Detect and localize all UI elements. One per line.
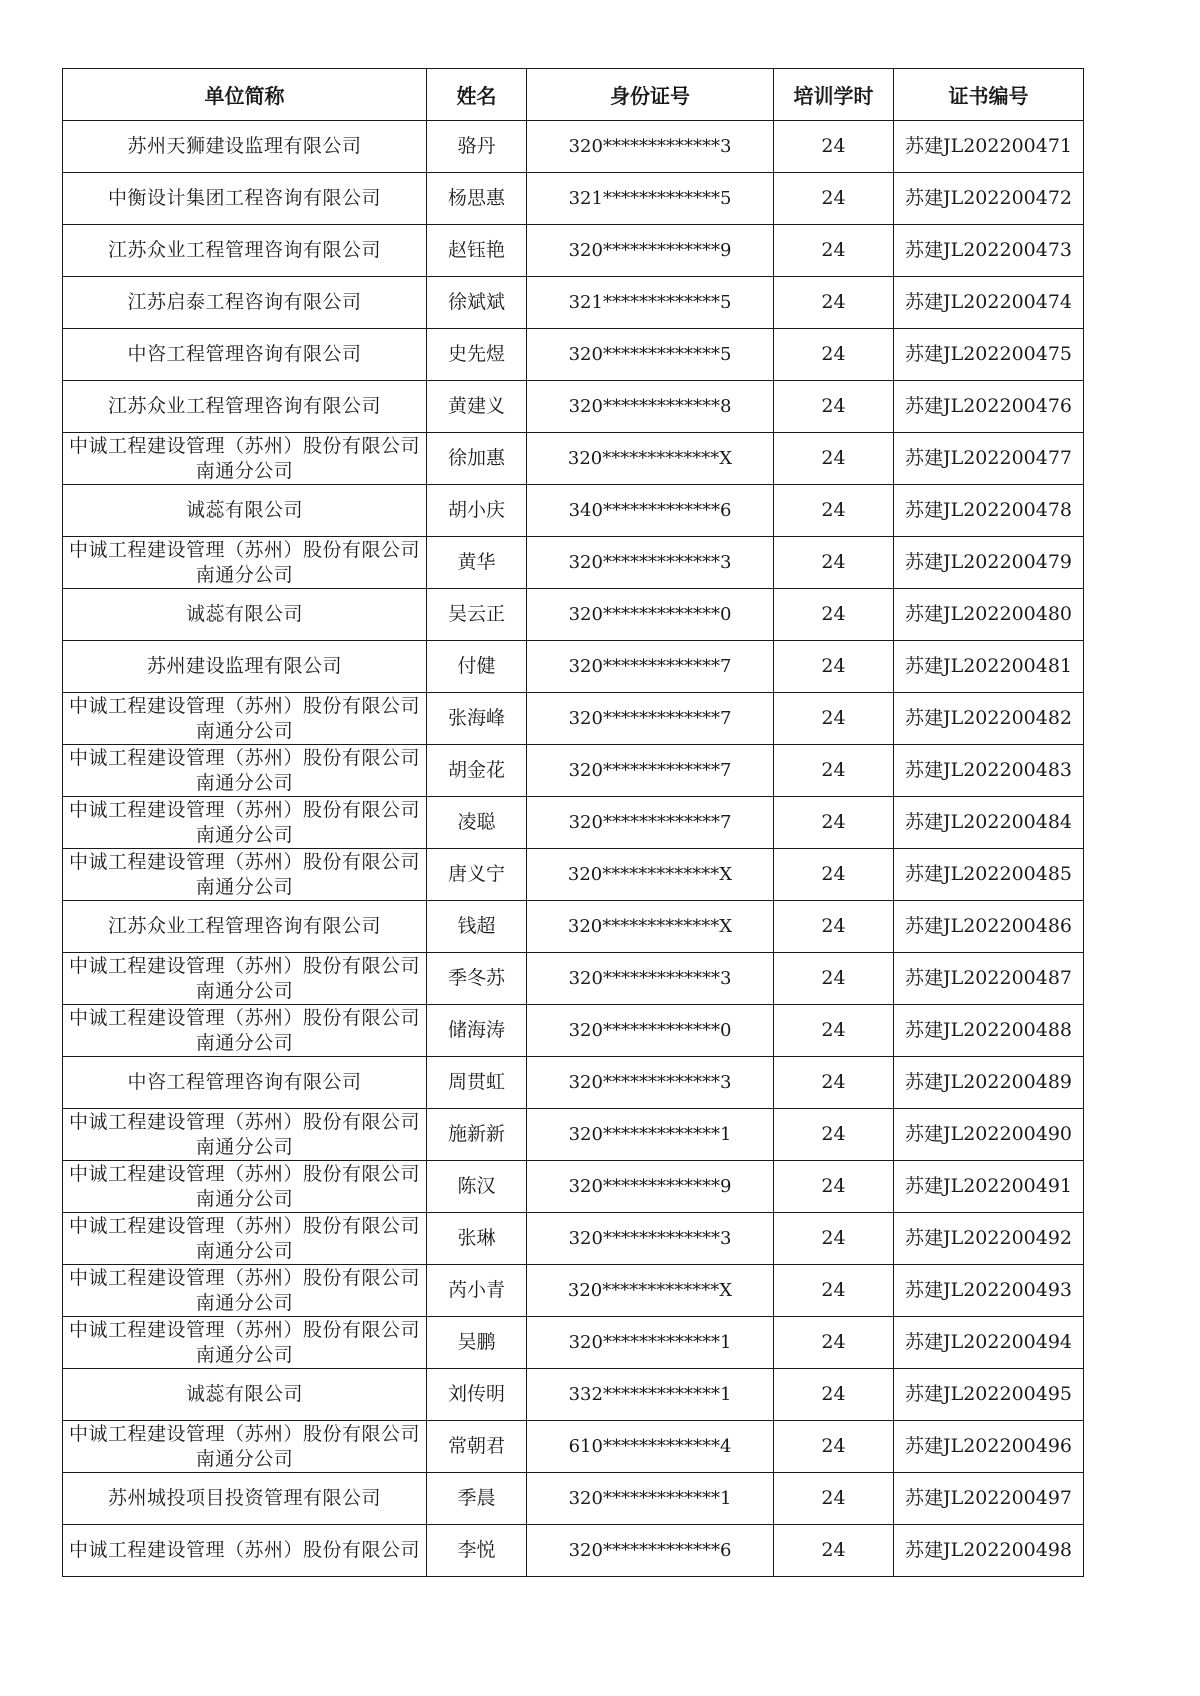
header-name: 姓名 (427, 69, 527, 121)
table-row (63, 1109, 1084, 1161)
name-cell: 胡金花 (427, 745, 527, 797)
header-training-hours: 培训学时 (774, 69, 894, 121)
table-row (63, 1317, 1084, 1369)
certificate-no-cell: 苏建JL202200497 (894, 1473, 1084, 1525)
certificate-no-cell: 苏建JL202200496 (894, 1421, 1084, 1473)
certificate-no-cell: 苏建JL202200488 (894, 1005, 1084, 1057)
table-body (63, 121, 1084, 1577)
certificate-no-cell: 苏建JL202200471 (894, 121, 1084, 173)
id-number-cell: 320*************9 (527, 225, 774, 277)
table-row (63, 745, 1084, 797)
unit-cell: 中诚工程建设管理（苏州）股份有限公司南通分公司 (63, 1161, 427, 1213)
table-row (63, 277, 1084, 329)
unit-cell: 中诚工程建设管理（苏州）股份有限公司南通分公司 (63, 1317, 427, 1369)
training-roster-table (62, 68, 1084, 1577)
table-row (63, 537, 1084, 589)
table-row (63, 381, 1084, 433)
name-cell: 黄建义 (427, 381, 527, 433)
training-hours-cell: 24 (774, 1317, 894, 1369)
name-cell: 赵钰艳 (427, 225, 527, 277)
unit-cell: 中诚工程建设管理（苏州）股份有限公司 (63, 1525, 427, 1577)
training-hours-cell: 24 (774, 641, 894, 693)
id-number-cell: 320*************8 (527, 381, 774, 433)
unit-cell: 中咨工程管理咨询有限公司 (63, 1057, 427, 1109)
training-hours-cell: 24 (774, 1265, 894, 1317)
certificate-no-cell: 苏建JL202200490 (894, 1109, 1084, 1161)
unit-cell: 中诚工程建设管理（苏州）股份有限公司南通分公司 (63, 1213, 427, 1265)
certificate-no-cell: 苏建JL202200480 (894, 589, 1084, 641)
training-hours-cell: 24 (774, 745, 894, 797)
training-hours-cell: 24 (774, 433, 894, 485)
name-cell: 季晨 (427, 1473, 527, 1525)
id-number-cell: 320*************3 (527, 537, 774, 589)
unit-cell: 诚蕊有限公司 (63, 589, 427, 641)
training-hours-cell: 24 (774, 537, 894, 589)
id-number-cell: 320*************7 (527, 693, 774, 745)
table-row (63, 1369, 1084, 1421)
table-row (63, 1421, 1084, 1473)
training-hours-cell: 24 (774, 121, 894, 173)
certificate-no-cell: 苏建JL202200482 (894, 693, 1084, 745)
certificate-no-cell: 苏建JL202200473 (894, 225, 1084, 277)
name-cell: 常朝君 (427, 1421, 527, 1473)
training-hours-cell: 24 (774, 693, 894, 745)
id-number-cell: 610*************4 (527, 1421, 774, 1473)
name-cell: 张海峰 (427, 693, 527, 745)
name-cell: 杨思惠 (427, 173, 527, 225)
certificate-no-cell: 苏建JL202200478 (894, 485, 1084, 537)
table-row (63, 849, 1084, 901)
certificate-no-cell: 苏建JL202200475 (894, 329, 1084, 381)
unit-cell: 苏州天狮建设监理有限公司 (63, 121, 427, 173)
unit-cell: 江苏众业工程管理咨询有限公司 (63, 225, 427, 277)
unit-cell: 苏州建设监理有限公司 (63, 641, 427, 693)
id-number-cell: 320*************1 (527, 1317, 774, 1369)
training-hours-cell: 24 (774, 849, 894, 901)
name-cell: 唐义宁 (427, 849, 527, 901)
unit-cell: 中诚工程建设管理（苏州）股份有限公司南通分公司 (63, 433, 427, 485)
id-number-cell: 320*************9 (527, 1161, 774, 1213)
certificate-no-cell: 苏建JL202200487 (894, 953, 1084, 1005)
training-hours-cell: 24 (774, 381, 894, 433)
training-hours-cell: 24 (774, 1473, 894, 1525)
certificate-no-cell: 苏建JL202200472 (894, 173, 1084, 225)
id-number-cell: 320*************X (527, 901, 774, 953)
table-row (63, 693, 1084, 745)
name-cell: 李悦 (427, 1525, 527, 1577)
id-number-cell: 332*************1 (527, 1369, 774, 1421)
unit-cell: 江苏启泰工程咨询有限公司 (63, 277, 427, 329)
unit-cell: 中诚工程建设管理（苏州）股份有限公司南通分公司 (63, 797, 427, 849)
training-hours-cell: 24 (774, 1109, 894, 1161)
name-cell: 季冬苏 (427, 953, 527, 1005)
name-cell: 储海涛 (427, 1005, 527, 1057)
header-certificate-no: 证书编号 (894, 69, 1084, 121)
id-number-cell: 320*************7 (527, 745, 774, 797)
certificate-no-cell: 苏建JL202200485 (894, 849, 1084, 901)
table-row (63, 1161, 1084, 1213)
certificate-no-cell: 苏建JL202200486 (894, 901, 1084, 953)
name-cell: 吴鹏 (427, 1317, 527, 1369)
name-cell: 刘传明 (427, 1369, 527, 1421)
id-number-cell: 320*************X (527, 433, 774, 485)
certificate-no-cell: 苏建JL202200481 (894, 641, 1084, 693)
table-row (63, 329, 1084, 381)
name-cell: 陈汉 (427, 1161, 527, 1213)
id-number-cell: 320*************3 (527, 1057, 774, 1109)
table-row (63, 589, 1084, 641)
training-hours-cell: 24 (774, 1213, 894, 1265)
name-cell: 徐斌斌 (427, 277, 527, 329)
table-row (63, 901, 1084, 953)
certificate-no-cell: 苏建JL202200484 (894, 797, 1084, 849)
unit-cell: 中诚工程建设管理（苏州）股份有限公司南通分公司 (63, 693, 427, 745)
name-cell: 凌聪 (427, 797, 527, 849)
table-row (63, 797, 1084, 849)
training-hours-cell: 24 (774, 1161, 894, 1213)
certificate-no-cell: 苏建JL202200494 (894, 1317, 1084, 1369)
id-number-cell: 320*************0 (527, 589, 774, 641)
certificate-no-cell: 苏建JL202200491 (894, 1161, 1084, 1213)
unit-cell: 江苏众业工程管理咨询有限公司 (63, 901, 427, 953)
certificate-no-cell: 苏建JL202200495 (894, 1369, 1084, 1421)
table-row (63, 641, 1084, 693)
name-cell: 芮小青 (427, 1265, 527, 1317)
certificate-no-cell: 苏建JL202200489 (894, 1057, 1084, 1109)
training-hours-cell: 24 (774, 225, 894, 277)
unit-cell: 诚蕊有限公司 (63, 485, 427, 537)
unit-cell: 中诚工程建设管理（苏州）股份有限公司南通分公司 (63, 745, 427, 797)
training-hours-cell: 24 (774, 1369, 894, 1421)
name-cell: 付健 (427, 641, 527, 693)
name-cell: 周贯虹 (427, 1057, 527, 1109)
id-number-cell: 321*************5 (527, 173, 774, 225)
id-number-cell: 320*************5 (527, 329, 774, 381)
unit-cell: 江苏众业工程管理咨询有限公司 (63, 381, 427, 433)
training-hours-cell: 24 (774, 797, 894, 849)
name-cell: 吴云正 (427, 589, 527, 641)
id-number-cell: 320*************3 (527, 121, 774, 173)
name-cell: 徐加惠 (427, 433, 527, 485)
unit-cell: 中诚工程建设管理（苏州）股份有限公司南通分公司 (63, 1265, 427, 1317)
unit-cell: 中诚工程建设管理（苏州）股份有限公司南通分公司 (63, 537, 427, 589)
table-row (63, 1525, 1084, 1577)
id-number-cell: 320*************6 (527, 1525, 774, 1577)
training-hours-cell: 24 (774, 953, 894, 1005)
training-hours-cell: 24 (774, 1057, 894, 1109)
training-hours-cell: 24 (774, 1005, 894, 1057)
table-row (63, 1473, 1084, 1525)
table-row (63, 1265, 1084, 1317)
id-number-cell: 320*************1 (527, 1109, 774, 1161)
unit-cell: 中诚工程建设管理（苏州）股份有限公司南通分公司 (63, 1005, 427, 1057)
unit-cell: 中诚工程建设管理（苏州）股份有限公司南通分公司 (63, 1421, 427, 1473)
id-number-cell: 320*************7 (527, 641, 774, 693)
training-hours-cell: 24 (774, 1421, 894, 1473)
id-number-cell: 320*************7 (527, 797, 774, 849)
header-id-number: 身份证号 (527, 69, 774, 121)
id-number-cell: 320*************0 (527, 1005, 774, 1057)
table-row (63, 1057, 1084, 1109)
training-hours-cell: 24 (774, 485, 894, 537)
unit-cell: 中诚工程建设管理（苏州）股份有限公司南通分公司 (63, 953, 427, 1005)
id-number-cell: 320*************X (527, 1265, 774, 1317)
certificate-no-cell: 苏建JL202200498 (894, 1525, 1084, 1577)
certificate-no-cell: 苏建JL202200479 (894, 537, 1084, 589)
table-header-row (63, 69, 1084, 121)
table-row (63, 433, 1084, 485)
training-hours-cell: 24 (774, 173, 894, 225)
training-hours-cell: 24 (774, 901, 894, 953)
certificate-no-cell: 苏建JL202200493 (894, 1265, 1084, 1317)
training-hours-cell: 24 (774, 589, 894, 641)
name-cell: 史先煜 (427, 329, 527, 381)
id-number-cell: 320*************3 (527, 1213, 774, 1265)
id-number-cell: 321*************5 (527, 277, 774, 329)
table-row (63, 485, 1084, 537)
header-unit: 单位简称 (63, 69, 427, 121)
unit-cell: 中衡设计集团工程咨询有限公司 (63, 173, 427, 225)
id-number-cell: 320*************1 (527, 1473, 774, 1525)
table-row (63, 225, 1084, 277)
table-row (63, 121, 1084, 173)
training-hours-cell: 24 (774, 277, 894, 329)
unit-cell: 中诚工程建设管理（苏州）股份有限公司南通分公司 (63, 849, 427, 901)
name-cell: 胡小庆 (427, 485, 527, 537)
id-number-cell: 340*************6 (527, 485, 774, 537)
certificate-no-cell: 苏建JL202200474 (894, 277, 1084, 329)
certificate-no-cell: 苏建JL202200477 (894, 433, 1084, 485)
name-cell: 施新新 (427, 1109, 527, 1161)
name-cell: 黄华 (427, 537, 527, 589)
training-hours-cell: 24 (774, 329, 894, 381)
id-number-cell: 320*************3 (527, 953, 774, 1005)
unit-cell: 中诚工程建设管理（苏州）股份有限公司南通分公司 (63, 1109, 427, 1161)
unit-cell: 中咨工程管理咨询有限公司 (63, 329, 427, 381)
name-cell: 钱超 (427, 901, 527, 953)
table-row (63, 953, 1084, 1005)
certificate-no-cell: 苏建JL202200492 (894, 1213, 1084, 1265)
unit-cell: 诚蕊有限公司 (63, 1369, 427, 1421)
training-hours-cell: 24 (774, 1525, 894, 1577)
table-row (63, 173, 1084, 225)
table-row (63, 1213, 1084, 1265)
name-cell: 骆丹 (427, 121, 527, 173)
certificate-no-cell: 苏建JL202200483 (894, 745, 1084, 797)
table-row (63, 1005, 1084, 1057)
name-cell: 张琳 (427, 1213, 527, 1265)
unit-cell: 苏州城投项目投资管理有限公司 (63, 1473, 427, 1525)
certificate-no-cell: 苏建JL202200476 (894, 381, 1084, 433)
id-number-cell: 320*************X (527, 849, 774, 901)
